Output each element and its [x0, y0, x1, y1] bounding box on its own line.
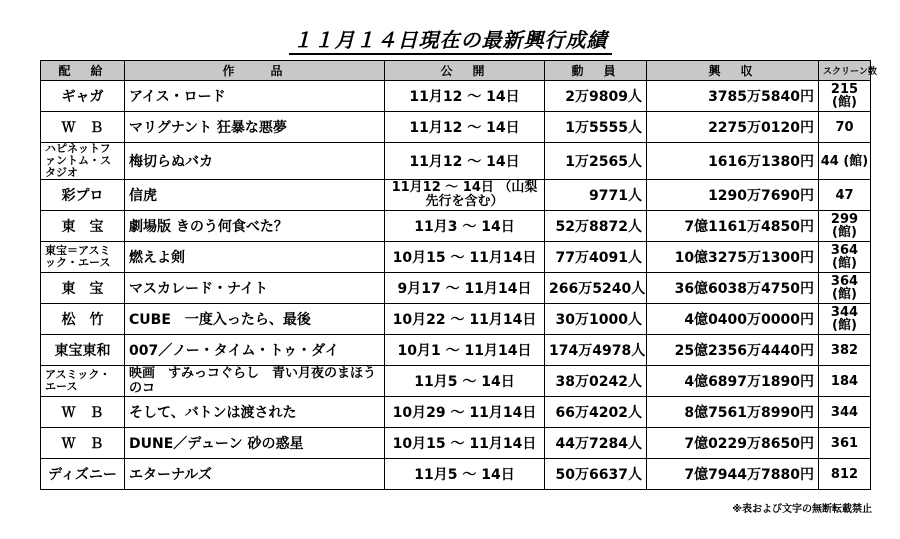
release-cell: 11月12 ～ 14日 [385, 112, 545, 143]
screens-cell: 47 [819, 180, 871, 211]
table-row [41, 397, 871, 428]
work-cell: エターナルズ [125, 459, 385, 490]
release-cell: 11月5 ～ 14日 [385, 459, 545, 490]
box-office-cell: 7億7944万7880円 [647, 459, 819, 490]
admissions-cell: 44万7284人 [545, 428, 647, 459]
header-screens: スクリーン数 [819, 61, 871, 81]
distributor-cell: ギャガ [41, 81, 125, 112]
distributor-cell: 東 宝 [41, 273, 125, 304]
screens-cell: 361 [819, 428, 871, 459]
admissions-cell: 52万8872人 [545, 211, 647, 242]
distributor-cell: Ｗ Ｂ [41, 397, 125, 428]
admissions-cell: 2万9809人 [545, 81, 647, 112]
work-cell: 007／ノー・タイム・トゥ・ダイ [125, 335, 385, 366]
screens-cell: 215 (館) [819, 81, 871, 112]
box-office-cell: 3785万5840円 [647, 81, 819, 112]
box-office-table [40, 60, 877, 490]
screens-cell: 382 [819, 335, 871, 366]
screens-cell: 184 [819, 366, 871, 397]
admissions-cell: 50万6637人 [545, 459, 647, 490]
header-work: 作 品 [125, 61, 385, 81]
release-cell: 10月29 ～ 11月14日 [385, 397, 545, 428]
table-row [41, 211, 871, 242]
table-row [41, 304, 871, 335]
work-cell: マリグナント 狂暴な悪夢 [125, 112, 385, 143]
admissions-cell: 66万4202人 [545, 397, 647, 428]
distributor-cell: 東 宝 [41, 211, 125, 242]
table-row [41, 428, 871, 459]
release-cell: 11月3 ～ 14日 [385, 211, 545, 242]
admissions-cell: 77万4091人 [545, 242, 647, 273]
screens-cell: 344 [819, 397, 871, 428]
release-cell: 10月1 ～ 11月14日 [385, 335, 545, 366]
release-cell: 11月5 ～ 14日 [385, 366, 545, 397]
distributor-cell: 彩プロ [41, 180, 125, 211]
screens-cell: 299 (館) [819, 211, 871, 242]
work-cell: CUBE 一度入ったら、最後 [125, 304, 385, 335]
box-office-cell: 25億2356万4440円 [647, 335, 819, 366]
box-office-cell: 7億0229万8650円 [647, 428, 819, 459]
table-row [41, 112, 871, 143]
header-release: 公 開 [385, 61, 545, 81]
distributor-cell: 東宝＝アスミック・エース [41, 242, 125, 273]
distributor-cell: アスミック・エース [41, 366, 125, 397]
work-cell: そして、バトンは渡された [125, 397, 385, 428]
admissions-cell: 9771人 [545, 180, 647, 211]
table-row [41, 180, 871, 211]
distributor-cell: 東宝東和 [41, 335, 125, 366]
admissions-cell: 266万5240人 [545, 273, 647, 304]
release-cell: 10月15 ～ 11月14日 [385, 242, 545, 273]
box-office-cell: 4億0400万0000円 [647, 304, 819, 335]
screens-cell: 364 (館) [819, 273, 871, 304]
work-cell: 信虎 [125, 180, 385, 211]
release-cell: 10月15 ～ 11月14日 [385, 428, 545, 459]
table-row [41, 366, 871, 397]
work-cell: 劇場版 きのう何食べた？ [125, 211, 385, 242]
release-cell: 10月22 ～ 11月14日 [385, 304, 545, 335]
table-row [41, 242, 871, 273]
table-row [41, 143, 871, 180]
box-office-cell: 10億3275万1300円 [647, 242, 819, 273]
work-cell: 燃えよ剣 [125, 242, 385, 273]
admissions-cell: 174万4978人 [545, 335, 647, 366]
work-cell: DUNE／デューン 砂の惑星 [125, 428, 385, 459]
screens-cell: 364 (館) [819, 242, 871, 273]
admissions-cell: 1万2565人 [545, 143, 647, 180]
box-office-cell: 1616万1380円 [647, 143, 819, 180]
work-cell: 梅切らぬバカ [125, 143, 385, 180]
box-office-cell: 7億1161万4850円 [647, 211, 819, 242]
header-distributor: 配 給 [41, 61, 125, 81]
distributor-cell: 松 竹 [41, 304, 125, 335]
box-office-cell: 36億6038万4750円 [647, 273, 819, 304]
work-cell: マスカレード・ナイト [125, 273, 385, 304]
release-cell: 11月12 ～ 14日 [385, 81, 545, 112]
admissions-cell: 30万1000人 [545, 304, 647, 335]
header-row [41, 61, 871, 81]
release-cell: 11月12 ～ 14日 [385, 143, 545, 180]
box-office-cell: 4億6897万1890円 [647, 366, 819, 397]
admissions-cell: 1万5555人 [545, 112, 647, 143]
table-row [41, 335, 871, 366]
screens-cell: 70 [819, 112, 871, 143]
release-cell: 11月12 ～ 14日 （山梨先行を含む） [385, 180, 545, 211]
distributor-cell: ディズニー [41, 459, 125, 490]
copyright-note: ※表および文字の無断転載禁止 [732, 504, 872, 515]
table-row [41, 459, 871, 490]
page-title: １１月１４日現在の最新興行成績 [0, 24, 900, 53]
box-office-cell: 8億7561万8990円 [647, 397, 819, 428]
header-admissions: 動 員 [545, 61, 647, 81]
admissions-cell: 38万0242人 [545, 366, 647, 397]
screens-cell: 344 (館) [819, 304, 871, 335]
release-cell: 9月17 ～ 11月14日 [385, 273, 545, 304]
table-row [41, 273, 871, 304]
box-office-cell: 2275万0120円 [647, 112, 819, 143]
screens-cell: 44 (館) [819, 143, 871, 180]
table-row [41, 81, 871, 112]
header-box-office: 興 収 [647, 61, 819, 81]
distributor-cell: Ｗ Ｂ [41, 112, 125, 143]
distributor-cell: ハピネットファントム・スタジオ [41, 143, 125, 180]
work-cell: アイス・ロード [125, 81, 385, 112]
box-office-cell: 1290万7690円 [647, 180, 819, 211]
screens-cell: 812 [819, 459, 871, 490]
work-cell: 映画 すみっコぐらし 青い月夜のまほうのコ [125, 366, 385, 397]
distributor-cell: Ｗ Ｂ [41, 428, 125, 459]
